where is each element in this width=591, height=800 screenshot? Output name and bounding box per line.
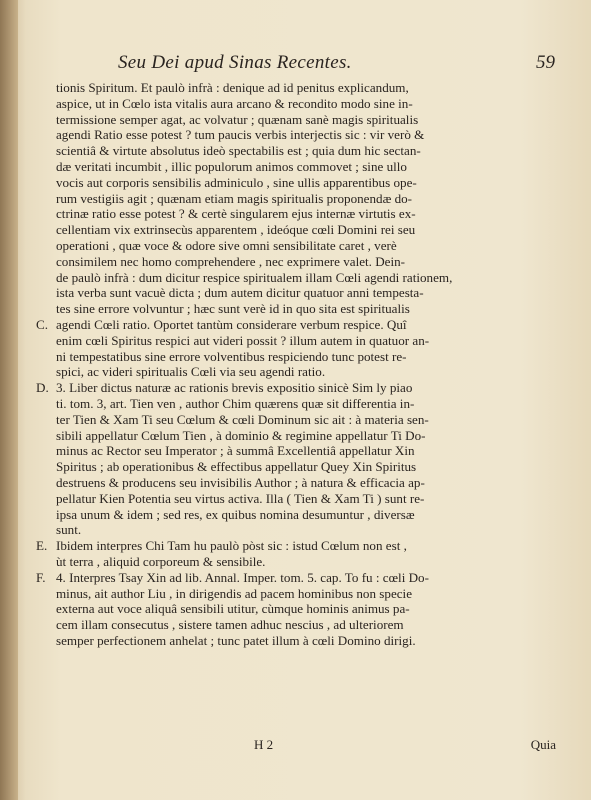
line-text: consimilem nec homo comprehendere , nec exprimere valet. Dein-	[56, 253, 406, 269]
line-text: Ibidem interpres Chi Tam hu paulò pòst sic : istud Cœlum non est ,	[56, 538, 407, 554]
page-body-text	[36, 80, 556, 649]
line-text: destruens & producens seu invisibilis Author ; à natura & efficacia ap-	[56, 474, 425, 490]
text-line	[36, 601, 556, 617]
line-text: aspice, ut in Cœlo ista vitalis aura arcano & recondito modo sine in-	[56, 95, 413, 111]
line-text: cellentiam vix extrinsecùs apparentem , ideóque cœli Domini rei seu	[56, 222, 416, 238]
text-line	[36, 443, 556, 459]
catchword: Quia	[530, 737, 556, 752]
line-text: scientiâ & virtute absolutus ideò spectabilis est ; quia dum hic sectan-	[56, 143, 421, 159]
page-footer	[36, 737, 556, 755]
text-line	[36, 112, 556, 128]
book-gutter	[0, 0, 18, 800]
text-line	[36, 412, 556, 428]
line-text: pellatur Kien Potentia seu virtus activa. Illa ( Tien & Xam Ti ) sunt re-	[56, 490, 425, 506]
running-header	[118, 52, 555, 76]
line-text: termissione semper agat, ac volvatur ; quænam sanè magis spiritualis	[56, 111, 419, 127]
text-line	[36, 191, 556, 207]
text-line	[36, 80, 556, 96]
line-text: rum vestigiis agit ; quænam etiam magis spiritualis proponendæ do-	[56, 190, 413, 206]
text-line	[36, 175, 556, 191]
line-text: ter Tien & Xam Ti seu Cœlum & cœli Dominum sic ait : à materia sen-	[56, 411, 429, 427]
text-line	[36, 570, 556, 586]
line-text: ipsa unum & idem ; sed res, ex quibus nomina desumuntur , diversæ	[56, 506, 415, 522]
text-line	[36, 380, 556, 396]
line-text: tes sine errore volvuntur ; hæc sunt verè id in quo sita est spiritualis	[56, 301, 410, 317]
page-number: 59	[536, 52, 555, 73]
line-text: 4. Interpres Tsay Xin ad lib. Annal. Imper. tom. 5. cap. To fu : cœli Do-	[56, 569, 429, 585]
text-line	[36, 206, 556, 222]
line-text: minus ac Rector seu Imperator ; à summâ Excellentiâ appellatur Xin	[56, 443, 415, 459]
line-text: ni tempestatibus sine errore volventibus respiciendo tunc potest re-	[56, 348, 407, 364]
line-text: semper perfectionem anhelat ; tunc patet illum à cœli Domino dirigi.	[56, 632, 416, 648]
text-line	[36, 617, 556, 633]
text-line	[36, 349, 556, 365]
text-line	[36, 238, 556, 254]
line-text: dæ veritati incumbit , illic populorum animos commovet ; sine ullo	[56, 158, 407, 174]
text-line	[36, 396, 556, 412]
line-text: vocis aut corporis sensibilis adminiculo , sine ullis apparentibus ope-	[56, 174, 417, 190]
text-line	[36, 633, 556, 649]
text-line	[36, 538, 556, 554]
text-line	[36, 285, 556, 301]
text-line	[36, 143, 556, 159]
line-text: agendi Cœli ratio. Oportet tantùm considerare verbum respice. Quî	[56, 316, 407, 332]
text-line	[36, 96, 556, 112]
text-line	[36, 428, 556, 444]
text-line	[36, 159, 556, 175]
text-line	[36, 333, 556, 349]
text-line	[36, 254, 556, 270]
text-line	[36, 301, 556, 317]
text-line	[36, 459, 556, 475]
line-text: ista verba sunt vacuè dicta ; dum autem dicitur quatuor anni tempesta-	[56, 285, 424, 301]
line-text: 3. Liber dictus naturæ ac rationis brevis expositio sinicè Sim ly piao	[56, 380, 413, 396]
text-line	[36, 554, 556, 570]
text-line	[36, 507, 556, 523]
line-text: ctrinæ ratio esse potest ? & certè singularem ejus internæ virtutis ex-	[56, 206, 416, 222]
line-text: ùt terra , aliquid corporeum & sensibile.	[56, 553, 266, 569]
margin-marker: D.	[36, 380, 49, 396]
line-text: enim cœli Spiritus respici aut videri possit ? illum autem in quatuor an-	[56, 332, 430, 348]
running-title: Seu Dei apud Sinas Recentes.	[118, 52, 352, 73]
line-text: ti. tom. 3, art. Tien ven , author Chim quærens quæ sit differentia in-	[56, 395, 415, 411]
line-text: sunt.	[56, 522, 82, 538]
line-text: sibili appellatur Cœlum Tien , à dominio & regimine appellatur Ti Do-	[56, 427, 426, 443]
text-line	[36, 522, 556, 538]
line-text: agendi Ratio esse potest ? tum paucis verbis interjectis sic : vir verò &	[56, 127, 425, 143]
line-text: externa aut voce aliquâ sensibili utitur, cùmque hominis animus pa-	[56, 601, 410, 617]
text-line	[36, 127, 556, 143]
text-line	[36, 475, 556, 491]
text-line	[36, 222, 556, 238]
text-line	[36, 364, 556, 380]
line-text: Spiritus ; ab operationibus & effectibus appellatur Quey Xin Spiritus	[56, 459, 417, 475]
line-text: spici, ac videri spiritualis Cœli via seu agendi ratio.	[56, 364, 326, 380]
text-line	[36, 317, 556, 333]
margin-marker: F.	[36, 569, 46, 585]
line-text: cem illam consecutus , sistere tamen adhuc nescius , ad ulteriorem	[56, 617, 404, 633]
line-text: operationi , quæ voce & odore sive omni sensibilitate caret , verè	[56, 237, 397, 253]
text-line	[36, 270, 556, 286]
text-line	[36, 491, 556, 507]
line-text: de paulò infrà : dum dicitur respice spiritualem illam Cœli agendi rationem,	[56, 269, 453, 285]
margin-marker: C.	[36, 316, 49, 332]
line-text: minus, ait author Liu , in dirigendis ad pacem hominibus non specie	[56, 585, 413, 601]
line-text: tionis Spiritum. Et paulò infrà : denique ad id penitus explicandum,	[56, 80, 409, 95]
text-line	[36, 586, 556, 602]
signature-mark: H 2	[254, 737, 274, 752]
margin-marker: E.	[36, 538, 48, 554]
